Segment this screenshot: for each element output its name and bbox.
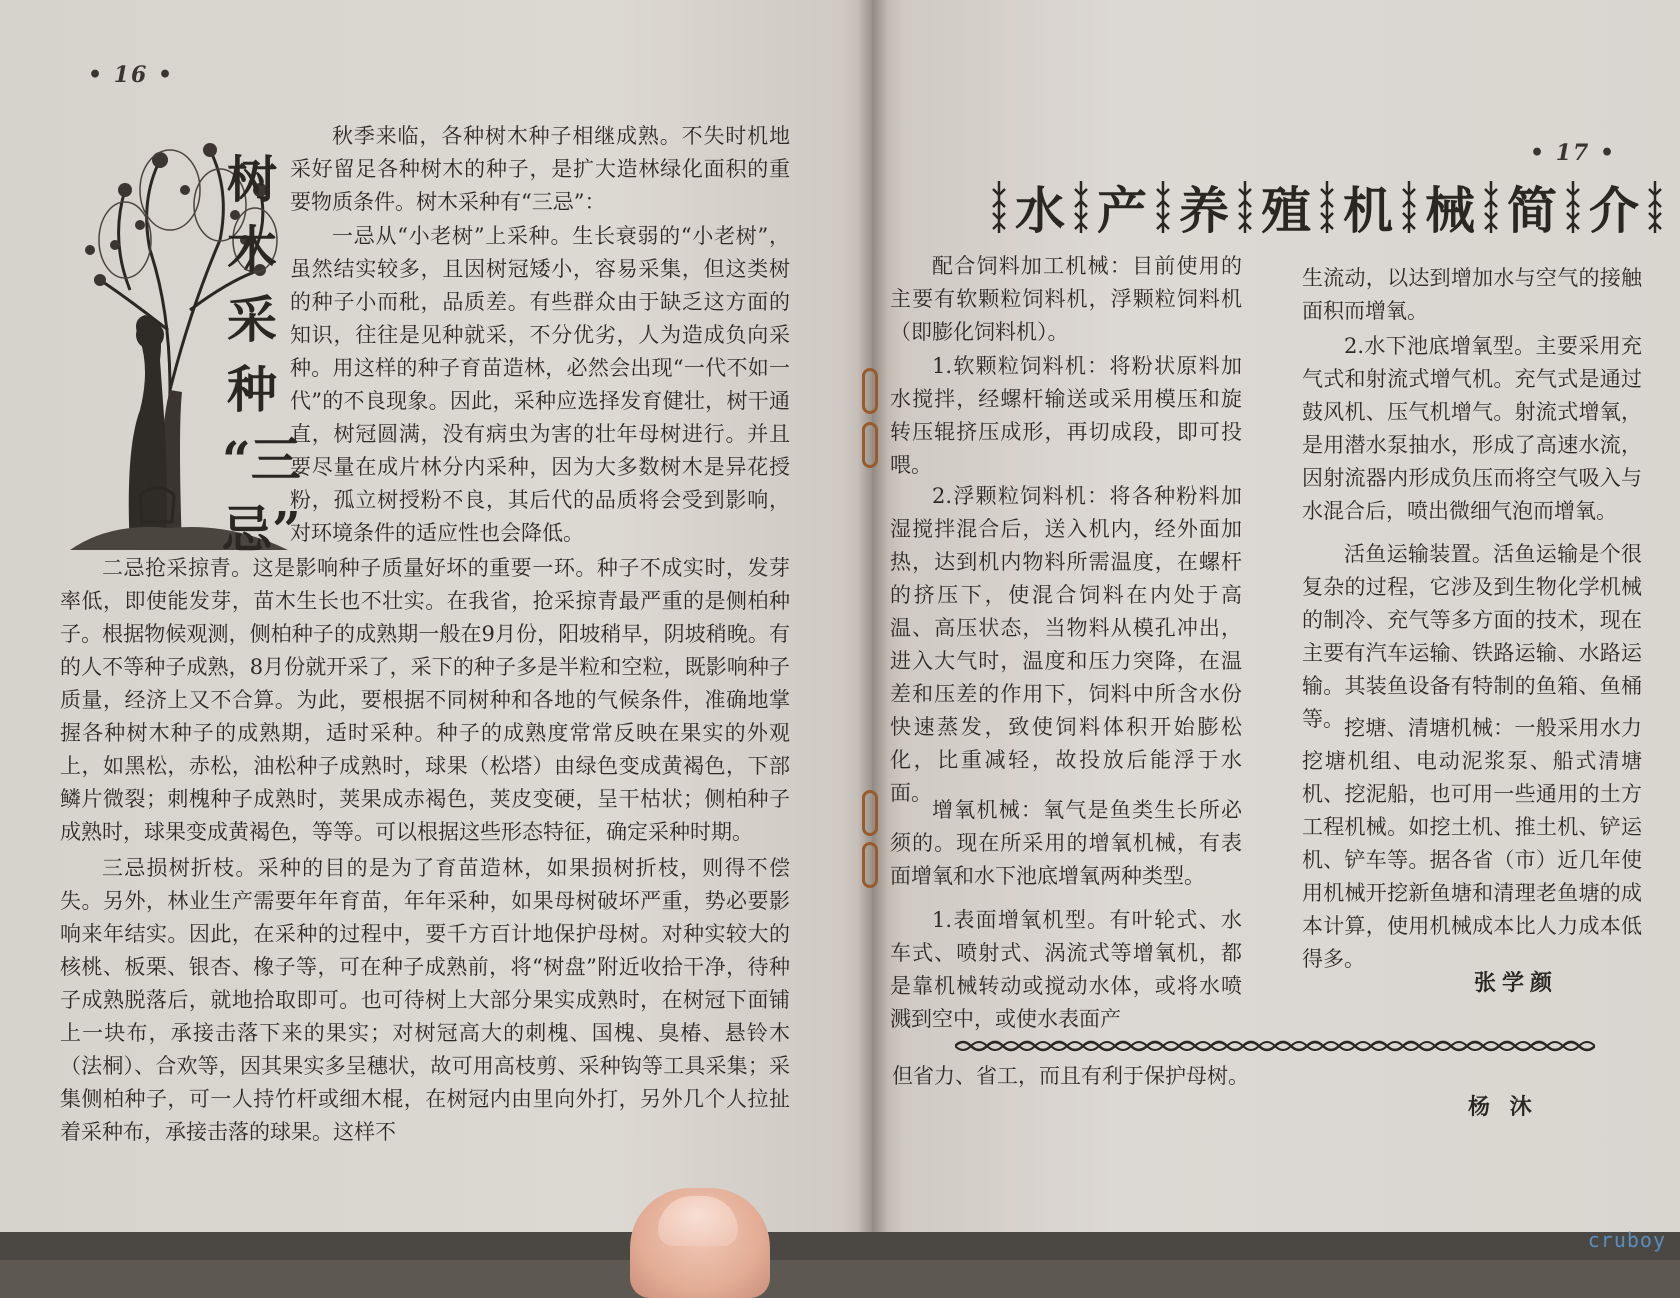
page-number-left: • 16 • bbox=[88, 62, 175, 88]
title-char: 采 bbox=[227, 290, 277, 349]
left-paragraph-2: 二忌抢采掠青。这是影响种子质量好坏的重要一环。种子不成实时，发芽率低，即使能发芽，苗木生长也不壮实。在我省，抢采掠青最严重的是侧柏种子。根据物候观测，侧柏种子的成熟期一般在9月份，阳坡稍早，阴坡稍晚。有的人不等种子成熟，8月份就开采了，采下的种子多是半粒和空粒，既影响种子质量，经济上又不合算。为此，要根据不同树种和各地的气候条件，准确地掌握各种树木种子的成熟期，适时采种。种子的成熟度常常反映在果实的外观上，如黑松，赤松，油松种子成熟时，球果（松塔）由绿色变成黄褐色，下部鳞片微裂；刺槐种子成熟时，荚果成赤褐色，荚皮变硬，呈干枯状；侧柏种子成熟时，球果变成黄褐色，等等。可以根据这些形态特征，确定采种时期。 bbox=[60, 556, 790, 844]
title-char: 水 bbox=[1015, 181, 1065, 240]
title-ornament-icon bbox=[1646, 179, 1664, 235]
title-char: 殖 bbox=[1261, 181, 1311, 240]
watermark: cruboy bbox=[1587, 1228, 1666, 1252]
left-paragraph-1: 一忌从“小老树”上采种。生长衰弱的“小老树”，虽然结实较多，且因树冠矮小，容易采集，但这类树的种子小而秕，品质差。有些群众由于缺乏这方面的知识，往往是见种就采，不分优劣，人为造成负向采种。用这样的种子育苗造林，必然会出现“一代不如一代”的不良现象。因此，采种应选择发育健壮，树干通直，树冠圆满，没有病虫为害的壮年母树进行。并且要尽量在成片林分内采种，因为大多数树木是异花授粉，孤立树授粉不良，其后代的品质将会受到影响，对环境条件的适应性也会降低。 bbox=[290, 224, 790, 545]
book-gutter bbox=[858, 0, 888, 1260]
right-col1-para-5: 1.表面增氧机型。有叶轮式、水车式、喷射式、涡流式等增氧机，都是靠机械转动或搅动水体，或将水喷溅到空中，或使水表面产 bbox=[890, 908, 1242, 1031]
binding-stitch bbox=[862, 422, 878, 468]
title-ornament-icon bbox=[1482, 179, 1500, 235]
page-number-right: • 17 • bbox=[1530, 140, 1617, 166]
right-article-title bbox=[990, 172, 1664, 242]
title-ornament-icon bbox=[1400, 179, 1418, 235]
right-col1-para-2: 1.软颗粒饲料机：将粉状原料加水搅拌，经螺杆输送或采用模压和旋转压辊挤压成形，再切成段，即可投喂。 bbox=[890, 354, 1242, 477]
author-2: 杨 沐 bbox=[1468, 1094, 1538, 1120]
left-paragraph-3: 三忌损树折枝。采种的目的是为了育苗造林，如果损树折枝，则得不偿失。另外，林业生产需要年年育苗，年年采种，如果母树破坏严重，势必要影响来年结实。因此，在采种的过程中，要千方百计地保护母树。对种实较大的核桃、板栗、银杏、橡子等，可在种子成熟前，将“树盘”附近收拾干净，待种子成熟脱落后，就地拾取即可。也可待树上大部分果实成熟时，在树冠下面铺上一块布，承接击落下来的果实；对树冠高大的刺槐、国槐、臭椿、悬铃木（法桐）、合欢等，因其果实多呈穗状，故可用高枝剪、采种钩等工具采集；采集侧柏种子，可一人持竹杆或细木棍，在树冠内由里向外打，另外几个人拉扯着采种布，承接击落的球果。这样不 bbox=[60, 856, 790, 1144]
right-col2-para-1: 生流动，以达到增加水与空气的接触面积而增氧。 bbox=[1302, 266, 1642, 323]
title-ornament-icon bbox=[990, 179, 1008, 235]
section-divider bbox=[955, 1038, 1595, 1054]
right-col1-para-1: 配合饲料加工机械：目前使用的主要有软颗粒饲料机，浮颗粒饲料机（即膨化饲料机）。 bbox=[890, 254, 1242, 344]
title-ornament-icon bbox=[1072, 179, 1090, 235]
title-ornament-icon bbox=[1236, 179, 1254, 235]
title-char: 木 bbox=[227, 220, 277, 279]
right-col2-para-4: 挖塘、清塘机械：一般采用水力挖塘机组、电动泥浆泵、船式清塘机、挖泥船，也可用一些通用的土方工程机械。如挖土机、推土机、铲运机、铲车等。据各省（市）近几年使用机械开挖新鱼塘和清理老鱼塘的成本计算，使用机械成本比人力成本低得多。 bbox=[1302, 716, 1642, 971]
title-char: “三 bbox=[222, 430, 301, 489]
right-col1-para-4: 增氧机械：氧气是鱼类生长所必须的。现在所采用的增氧机械，有表面增氧和水下池底增氧两种类型。 bbox=[890, 798, 1242, 888]
binding-stitch bbox=[862, 842, 878, 888]
title-char: 种 bbox=[227, 360, 277, 419]
finger-nail bbox=[658, 1196, 738, 1246]
title-char: 械 bbox=[1425, 181, 1475, 240]
right-col1-para-3: 2.浮颗粒饲料机：将各种粉料加湿搅拌混合后，送入机内，经外面加热，达到机内物料所需温度，在螺杆的挤压下，使混合饲料在内处于高温、高压状态，当物料从模孔冲出，进入大气时，温度和压力突降，在温差和压差的作用下，饲料中所含水份快速蒸发，致使饲料体积开始膨松化，比重减轻，故投放后能浮于水面。 bbox=[890, 484, 1242, 805]
title-char: 忌” bbox=[222, 500, 301, 559]
title-char: 产 bbox=[1097, 181, 1147, 240]
right-col2-para-3: 活鱼运输装置。活鱼运输是个很复杂的过程，它涉及到生物化学机械的制冷、充气等多方面的技术，现在主要有汽车运输、铁路运输、水路运输。其装鱼设备有特制的鱼箱、鱼桶等。 bbox=[1302, 542, 1642, 731]
title-char: 简 bbox=[1507, 181, 1557, 240]
title-char: 树 bbox=[227, 150, 277, 209]
binding-stitch bbox=[862, 368, 878, 414]
title-char: 介 bbox=[1589, 181, 1639, 240]
title-char: 养 bbox=[1179, 181, 1229, 240]
author-1: 张学颜 bbox=[1474, 970, 1559, 996]
binding-stitch bbox=[862, 790, 878, 836]
title-ornament-icon bbox=[1154, 179, 1172, 235]
left-article-title bbox=[222, 145, 301, 565]
right-col2-para-2: 2.水下池底增氧型。主要采用充气式和射流式增气机。充气式是通过鼓风机、压气机增气。射流式增氧，是用潜水泵抽水，形成了高速水流，因射流器内形成负压而将空气吸入与水混合后，喷出微细气泡而增氧。 bbox=[1302, 334, 1642, 523]
title-ornament-icon bbox=[1318, 179, 1336, 235]
left-article-continuation: 但省力、省工，而且有利于保护母树。 bbox=[892, 1064, 1249, 1088]
left-paragraph-intro: 秋季来临，各种树木种子相继成熟。不失时机地采好留足各种树木的种子，是扩大造林绿化面积的重要物质条件。树木采种有“三忌”： bbox=[290, 124, 790, 214]
background-edge bbox=[0, 1232, 1680, 1260]
title-ornament-icon bbox=[1564, 179, 1582, 235]
title-char: 机 bbox=[1343, 181, 1393, 240]
